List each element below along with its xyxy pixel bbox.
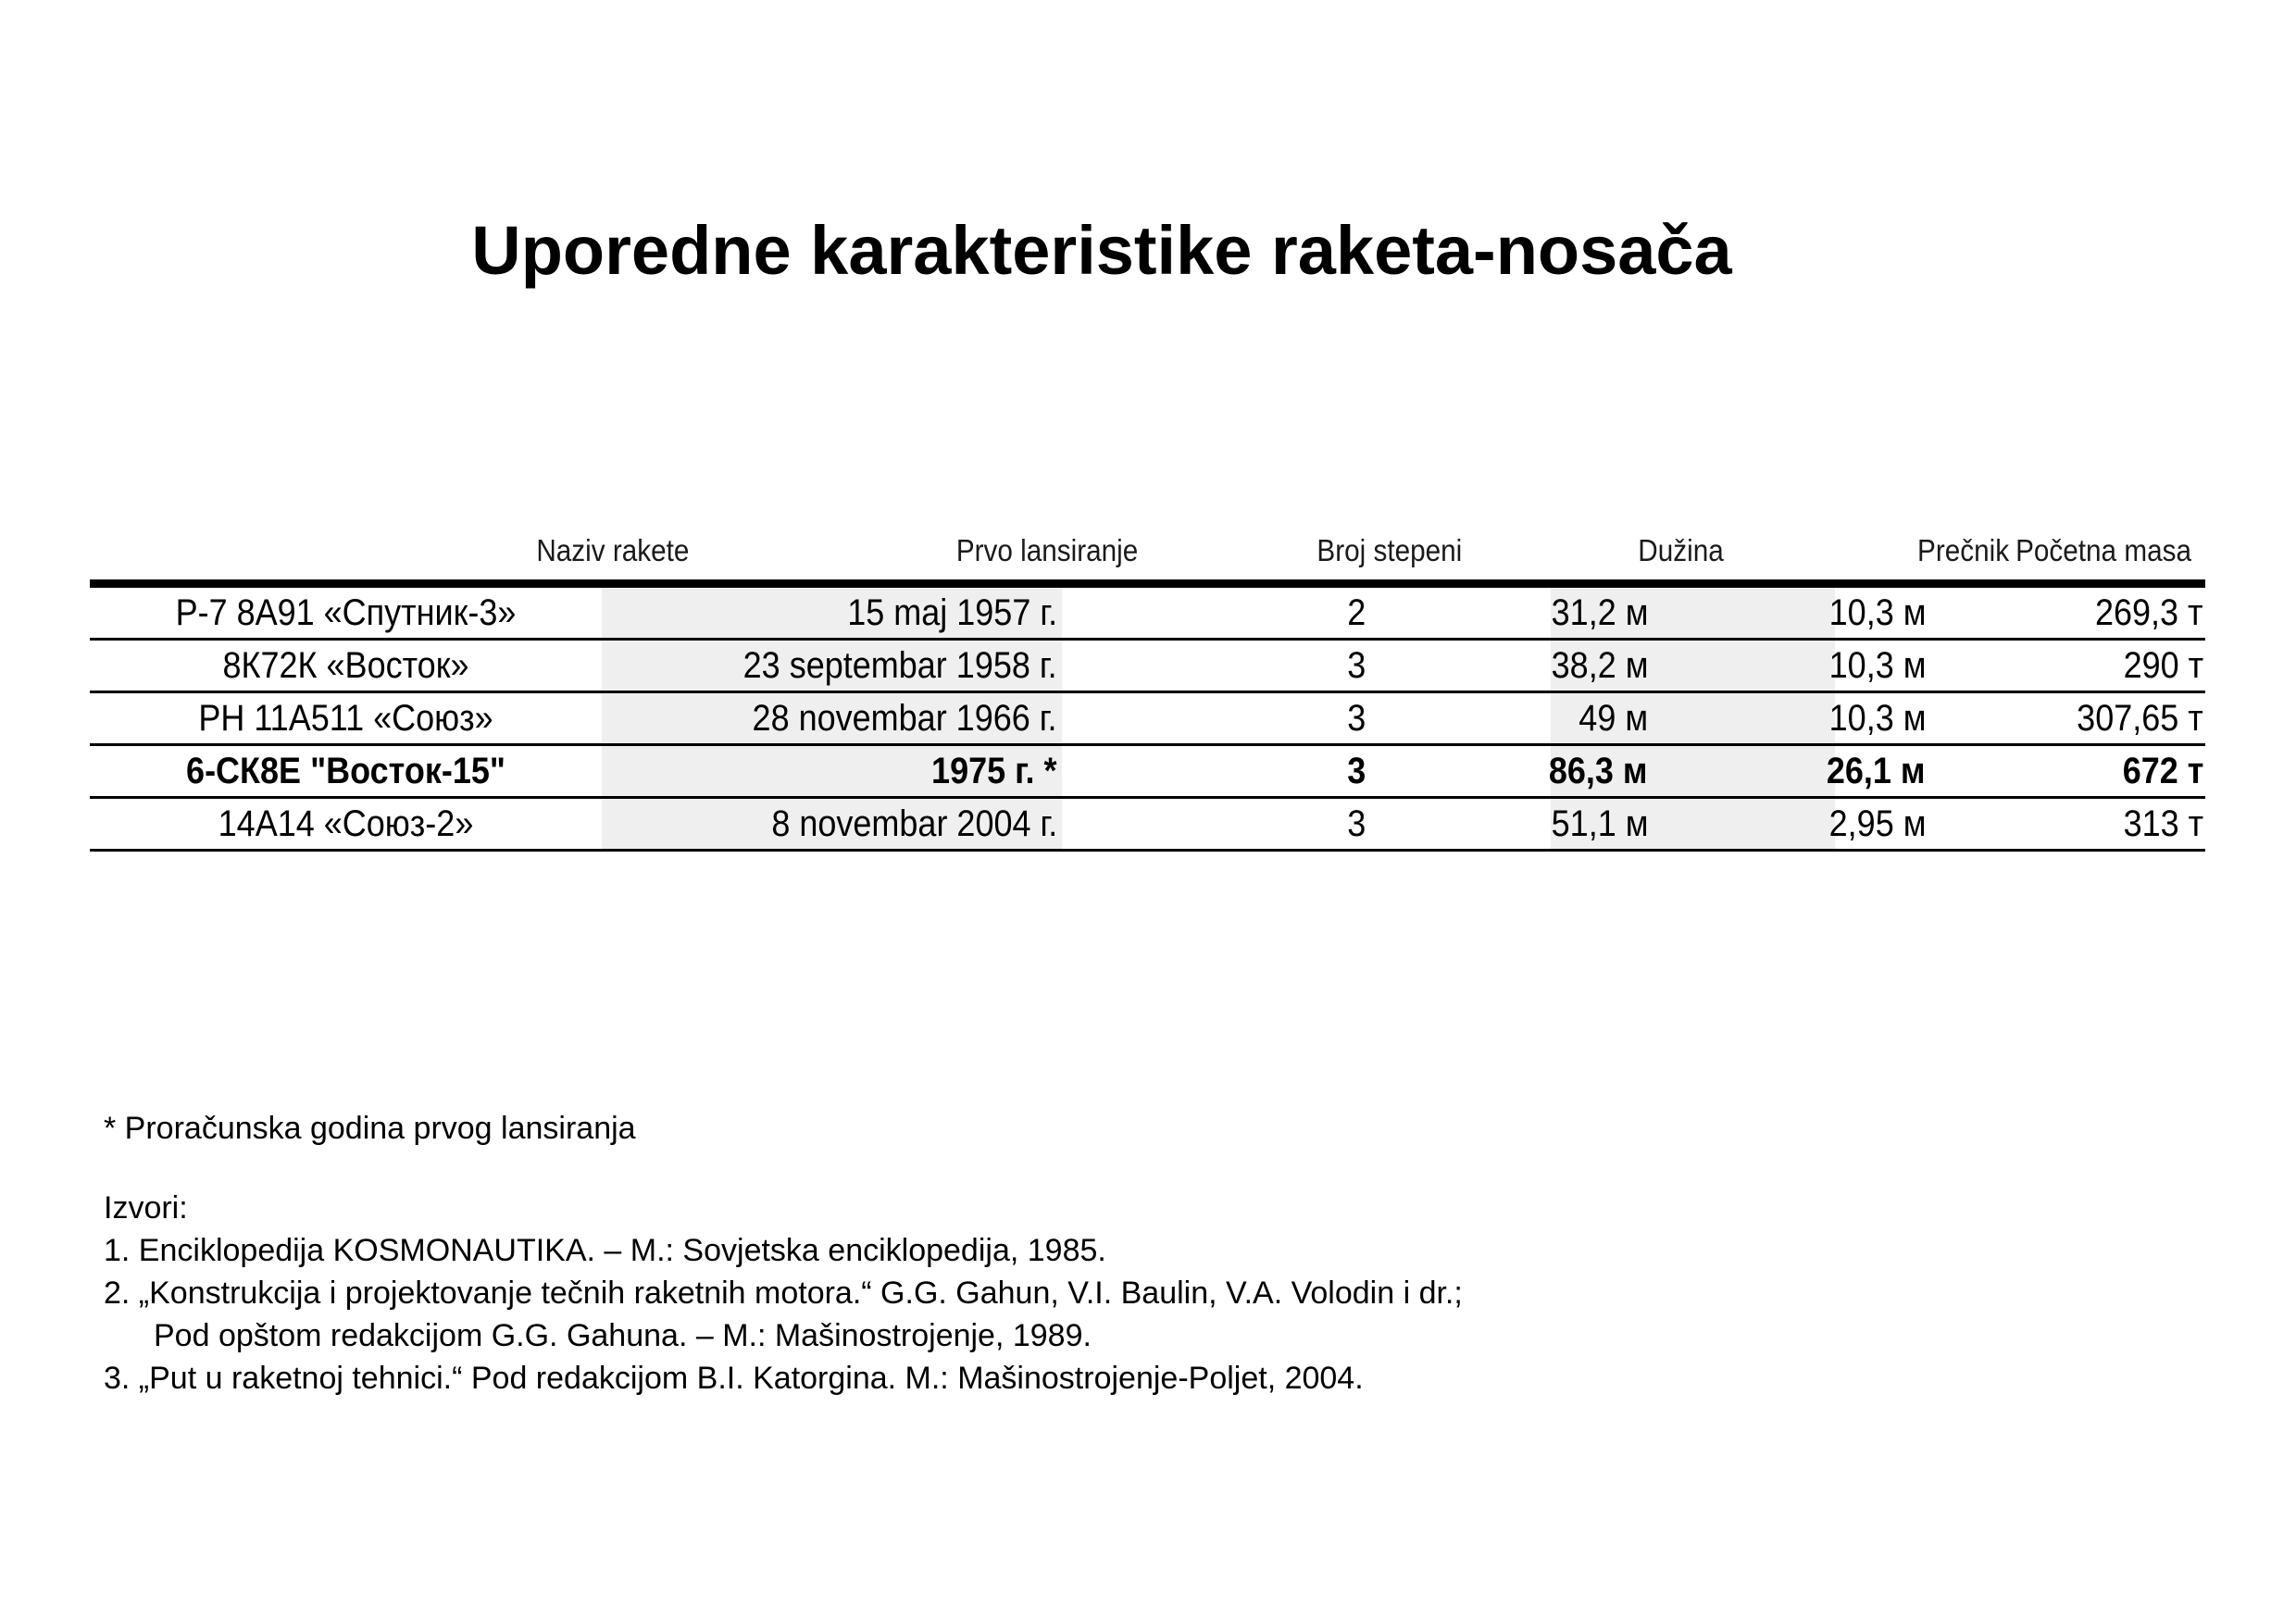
cell-stages: 3 xyxy=(1346,751,1366,791)
notes-section xyxy=(104,1107,1463,1400)
cell-stages: 3 xyxy=(1346,645,1366,686)
cell-mass: 672 т xyxy=(2122,751,2203,791)
header-first-launch: Prvo lansiranje xyxy=(955,533,1138,567)
cell-stages: 3 xyxy=(1346,698,1366,739)
cell-stages: 3 xyxy=(1346,803,1366,844)
sources-label: Izvori: xyxy=(104,1190,188,1226)
cell-diameter: 10,3 м xyxy=(1828,592,1926,633)
cell-mass: 313 т xyxy=(2123,803,2203,844)
header-mass: Početna masa xyxy=(2015,533,2191,567)
rocket-comparison-table xyxy=(90,533,2205,852)
cell-diameter: 10,3 м xyxy=(1828,645,1926,686)
cell-stages: 2 xyxy=(1346,592,1366,633)
cell-name: 14А14 «Союз-2» xyxy=(218,803,474,844)
footnote: * Proračunska godina prvog lansiranja xyxy=(104,1111,636,1146)
cell-first-launch: 15 maj 1957 г. xyxy=(847,592,1057,633)
header-length: Dužina xyxy=(1638,533,1724,567)
cell-diameter: 10,3 м xyxy=(1828,698,1926,739)
source-item: 3. „Put u raketnoj tehnici.“ Pod redakcijom B.I. Katorgina. M.: Mašinostrojenje-Poljet, 2004. xyxy=(104,1361,1364,1396)
page-title: Uporedne karakteristike raketa-nosača xyxy=(471,212,1732,289)
header-rule xyxy=(90,579,2205,588)
cell-diameter: 2,95 м xyxy=(1828,803,1926,844)
header-stages: Broj stepeni xyxy=(1316,533,1462,567)
cell-name: 6-СК8Е "Восток-15" xyxy=(186,751,505,791)
cell-mass: 269,3 т xyxy=(2095,592,2203,633)
source-item: 1. Enciklopedija KOSMONAUTIKA. – M.: Sovjetska enciklopedija, 1985. xyxy=(104,1233,1106,1268)
table-row xyxy=(90,693,2205,746)
header-name: Naziv rakete xyxy=(535,533,689,567)
source-item: 2. „Konstrukcija i projektovanje tečnih raketnih motora.“ G.G. Gahun, V.I. Baulin, V.A. Volodin i dr.; xyxy=(104,1276,1463,1311)
cell-length: 86,3 м xyxy=(1549,751,1648,791)
table-row xyxy=(90,799,2205,852)
cell-name: Р-7 8А91 «Спутник-3» xyxy=(175,592,517,633)
cell-first-launch: 8 novembar 2004 г. xyxy=(771,803,1057,844)
cell-name: 8К72К «Восток» xyxy=(222,645,469,686)
cell-first-launch: 28 novembar 1966 г. xyxy=(753,698,1057,739)
cell-length: 31,2 м xyxy=(1551,592,1648,633)
table-row xyxy=(90,641,2205,693)
header-diameter: Prečnik xyxy=(1916,533,2009,567)
cell-name: РН 11А511 «Союз» xyxy=(198,698,493,739)
cell-length: 51,1 м xyxy=(1551,803,1648,844)
cell-first-launch: 23 septembar 1958 г. xyxy=(743,645,1057,686)
cell-length: 38,2 м xyxy=(1551,645,1648,686)
cell-first-launch: 1975 г. * xyxy=(931,751,1057,791)
source-item-continuation: Pod opštom redakcijom G.G. Gahuna. – M.: Mašinostrojenje, 1989. xyxy=(154,1318,1092,1353)
cell-length: 49 м xyxy=(1578,698,1648,739)
cell-mass: 290 т xyxy=(2123,645,2203,686)
table-row xyxy=(90,588,2205,641)
table-row-highlighted xyxy=(90,746,2205,799)
table-header xyxy=(90,533,2205,579)
cell-mass: 307,65 т xyxy=(2077,698,2203,739)
cell-diameter: 26,1 м xyxy=(1827,751,1926,791)
